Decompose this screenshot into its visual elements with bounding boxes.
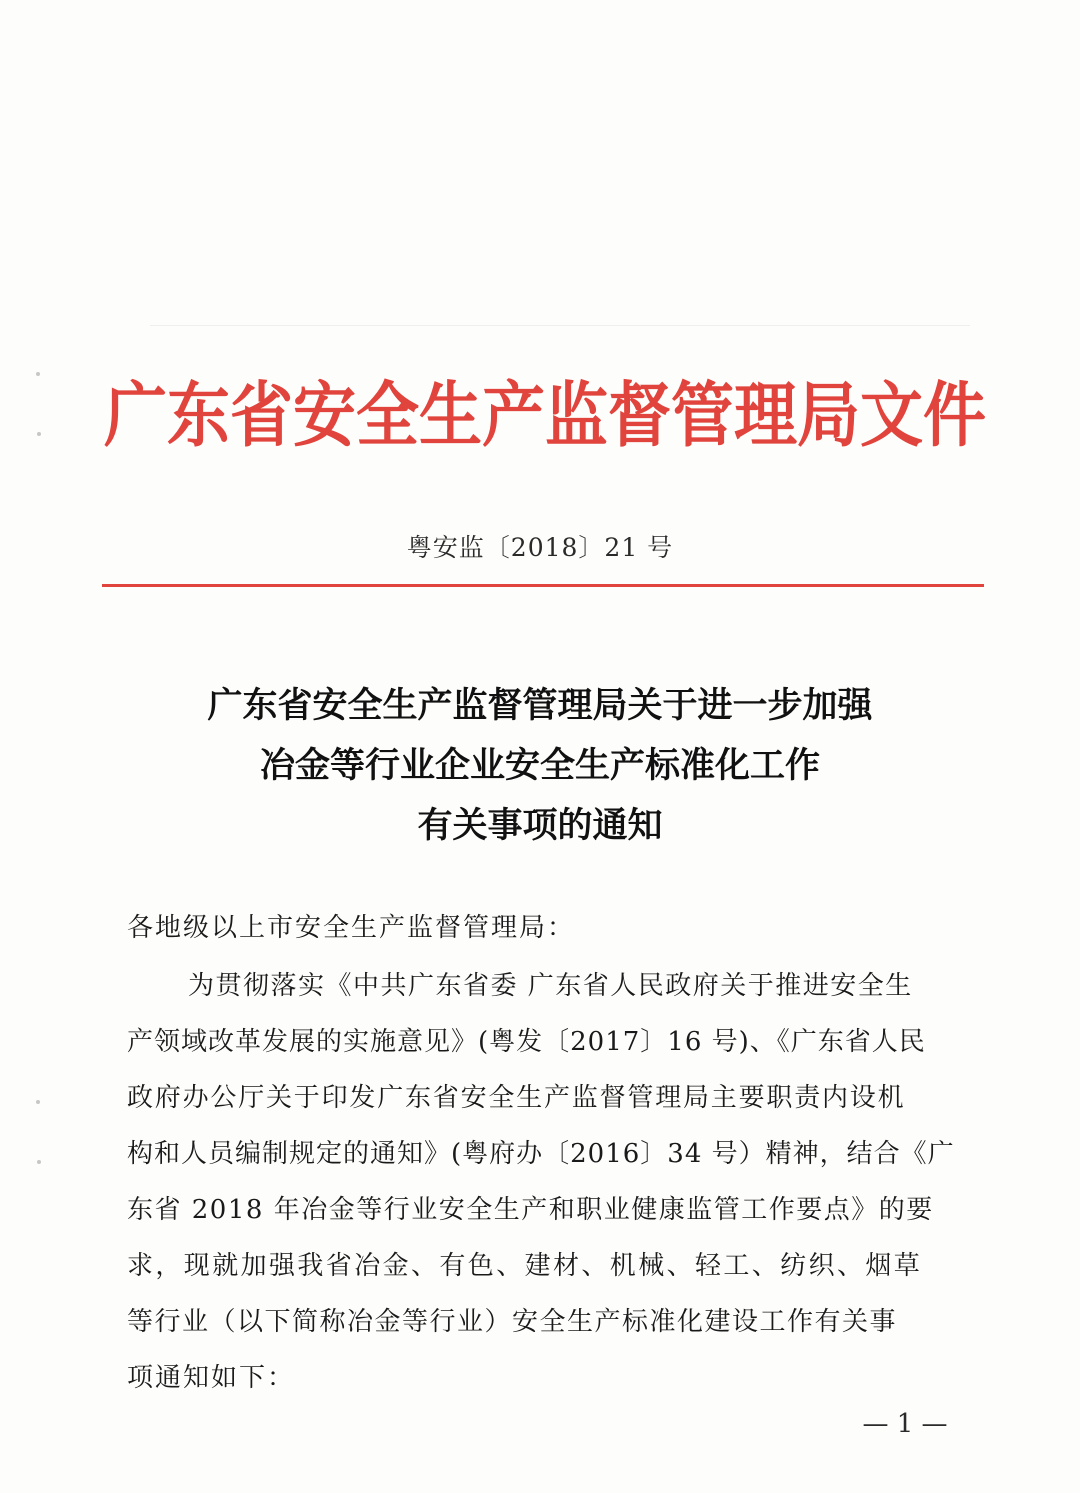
body-line: 等行业（以下简称冶金等行业）安全生产标准化建设工作有关事 <box>127 1307 898 1337</box>
issuer-header-title: 广东省安全生产监督管理局文件 <box>104 373 986 457</box>
body-line: 东省 2018 年冶金等行业安全生产和职业健康监管工作要点》的要 <box>127 1195 934 1225</box>
notice-title-line: 广东省安全生产监督管理局关于进一步加强 <box>207 685 873 726</box>
scan-speck <box>36 372 40 376</box>
scan-speck <box>37 432 41 436</box>
scan-speck <box>36 1100 40 1104</box>
notice-title <box>0 676 1080 856</box>
notice-title-line: 有关事项的通知 <box>417 805 663 846</box>
body-line: 项通知如下： <box>127 1363 296 1393</box>
red-separator-line <box>102 584 984 587</box>
body-line: 为贯彻落实《中共广东省委 广东省人民政府关于推进安全生 <box>188 971 913 1001</box>
document-number: 粤安监〔2018〕21 号 <box>406 533 674 562</box>
body-line: 政府办公厅关于印发广东省安全生产监督管理局主要职责内设机 <box>127 1083 906 1113</box>
scan-speck <box>37 1160 41 1164</box>
body-line: 求，现就加强我省冶金、有色、建材、机械、轻工、纺织、烟草 <box>127 1251 923 1281</box>
addressee: 各地级以上市安全生产监督管理局： <box>127 913 576 943</box>
body-line: 构和人员编制规定的通知》(粤府办〔2016〕34 号）精神，结合《广 <box>127 1139 955 1169</box>
faint-divider <box>150 325 970 326</box>
body-line: 产领域改革发展的实施意见》(粤发〔2017〕16 号)、《广东省人民 <box>127 1027 926 1057</box>
page-number: — 1 — <box>862 1409 948 1439</box>
notice-title-line: 冶金等行业企业安全生产标准化工作 <box>259 745 820 786</box>
